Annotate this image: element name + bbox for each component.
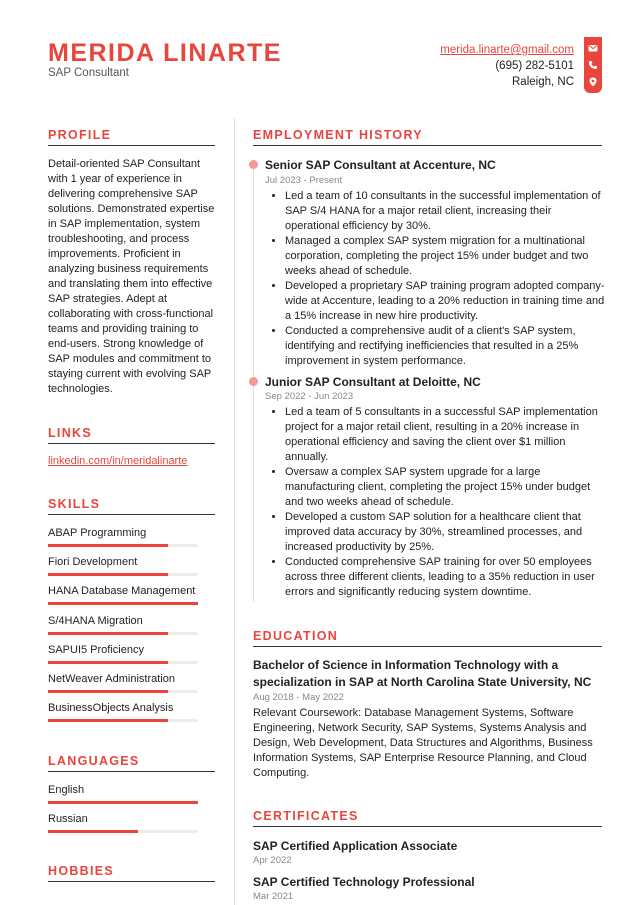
language-name: English xyxy=(48,784,85,796)
envelope-icon xyxy=(588,43,598,53)
certificate-date-1: Apr 2022 xyxy=(253,855,292,866)
skills-heading: SKILLS xyxy=(48,497,215,515)
location: Raleigh, NC xyxy=(512,76,574,88)
list-item: • Led a team of 5 consultants in a successful SAP implementation project for a major retail client, resulting in a 20% increase in operational efficiency and saving the client over $1 million annually. xyxy=(285,405,605,465)
language-level-bar xyxy=(48,830,198,833)
skill-name: BusinessObjects Analysis xyxy=(48,702,174,715)
certificate-name-2: SAP Certified Technology Professional xyxy=(253,875,475,889)
language-level-fill xyxy=(48,830,138,833)
list-item: • Oversaw a complex SAP system upgrade for a large manufacturing client, completing the project 15% under budget and two weeks ahead of schedule. xyxy=(285,465,605,510)
list-item: • Developed a proprietary SAP training program adopted company-wide at Accenture, leading to a 20% reduction in training time and a 15% increase in new hire productivity. xyxy=(285,279,605,324)
profile-heading: PROFILE xyxy=(48,128,215,146)
list-item: • Conducted comprehensive SAP training for over 50 employees across three different clients, leading to a 35% reduction in user errors and significantly reducing system downtime. xyxy=(285,555,605,600)
job-marker xyxy=(249,377,258,386)
skill-name: S/4HANA Migration xyxy=(48,614,143,627)
skill-item xyxy=(48,584,198,605)
links-heading: LINKS xyxy=(48,426,215,444)
skill-item xyxy=(48,555,198,576)
skill-level-bar xyxy=(48,690,198,693)
job-dates-1: Jul 2023 - Present xyxy=(265,175,343,186)
skill-name: NetWeaver Administration xyxy=(48,673,175,685)
language-level-fill xyxy=(48,801,198,804)
email-link[interactable]: merida.linarte@gmail.com xyxy=(440,44,574,56)
employment-heading: EMPLOYMENT HISTORY xyxy=(253,128,602,146)
skill-item xyxy=(48,526,198,547)
languages-heading: LANGUAGES xyxy=(48,754,215,772)
skill-level-fill xyxy=(48,661,168,664)
skill-level-bar xyxy=(48,632,198,635)
column-divider xyxy=(234,118,235,905)
profile-text: Detail-oriented SAP Consultant with 1 year of experience in delivering comprehensive SAP solutions. Demonstrated expertise in SAP implementation, system troubleshooting, and process improvements. Proficient in analyzing business requirements and translating them into effective SAP strategies. Adept at collaborating with cross-functional teams and providing training to end-users. Strong knowledge of SAP modules and commitment to staying current with evolving SAP technologies. xyxy=(48,158,215,395)
list-item: • Conducted a comprehensive audit of a client's SAP system, identifying and rectifying inefficiencies that resulted in a 25% improvement in system performance. xyxy=(285,324,605,369)
skill-level-bar xyxy=(48,544,198,547)
certificates-heading: CERTIFICATES xyxy=(253,809,602,827)
job-title-1: Senior SAP Consultant at Accenture, NC xyxy=(265,158,496,172)
map-pin-icon xyxy=(588,77,598,87)
skill-level-fill xyxy=(48,690,168,693)
job-title-2: Junior SAP Consultant at Deloitte, NC xyxy=(265,375,481,389)
education-dates: Aug 2018 - May 2022 xyxy=(253,692,344,703)
coursework-text: Relevant Coursework: Database Management Systems, Software Engineering, Network Security, SAP Systems, Systems Analysis and Design, Web Development, Data Structures and Algorithms, Business Information Systems, SAP Enterprise Resource Planning, and Cloud Computing. xyxy=(253,707,593,779)
skill-name: Fiori Development xyxy=(48,556,138,569)
skill-item xyxy=(48,701,198,722)
skill-level-bar xyxy=(48,573,198,576)
skill-level-fill xyxy=(48,632,168,635)
job-bullets-2 xyxy=(265,405,605,600)
contact-icon-bar xyxy=(584,37,602,93)
job-marker xyxy=(249,160,258,169)
list-item: • Developed a custom SAP solution for a healthcare client that improved data accuracy by 30%, streamlined processes, and increased productivity by 25%. xyxy=(285,510,605,555)
phone-icon xyxy=(588,60,598,70)
skill-level-bar xyxy=(48,719,198,722)
job-title: SAP Consultant xyxy=(48,67,129,79)
skill-level-fill xyxy=(48,602,198,605)
certificate-date-2: Mar 2021 xyxy=(253,891,294,902)
language-name: Russian xyxy=(48,813,88,825)
list-item: • Led a team of 10 consultants in the successful implementation of SAP S/4 HANA for a major retail client, increasing their operational efficiency by 30%. xyxy=(285,189,605,234)
skill-name: SAPUI5 Proficiency xyxy=(48,643,144,656)
certificate-name-1: SAP Certified Application Associate xyxy=(253,839,458,853)
skill-level-bar xyxy=(48,661,198,664)
job-dates-2: Sep 2022 - Jun 2023 xyxy=(265,391,354,402)
linkedin-link[interactable]: linkedin.com/in/meridalinarte xyxy=(48,455,188,467)
candidate-name: MERIDA LINARTE xyxy=(48,39,282,67)
language-level-bar xyxy=(48,801,198,804)
job-bullets-1 xyxy=(265,189,605,369)
list-item: • Managed a complex SAP system migration for a multinational corporation, completing the project 15% under budget and two weeks ahead of schedule. xyxy=(285,234,605,279)
degree-title: Bachelor of Science in Information Technology with a specialization in SAP at North Carolina State University, NC xyxy=(253,658,592,689)
contact-info xyxy=(440,42,574,90)
skill-name: ABAP Programming xyxy=(48,527,147,539)
skill-level-fill xyxy=(48,719,168,722)
skill-name: HANA Database Management xyxy=(48,585,196,598)
language-item xyxy=(48,783,198,804)
skill-item xyxy=(48,643,198,664)
skill-item xyxy=(48,672,198,693)
phone-number: (695) 282-5101 xyxy=(495,60,574,72)
skill-level-fill xyxy=(48,544,168,547)
language-item xyxy=(48,812,198,833)
skill-level-fill xyxy=(48,573,168,576)
hobbies-heading: HOBBIES xyxy=(48,864,215,882)
skill-item xyxy=(48,614,198,635)
education-heading: EDUCATION xyxy=(253,629,602,647)
skill-level-bar xyxy=(48,602,198,605)
